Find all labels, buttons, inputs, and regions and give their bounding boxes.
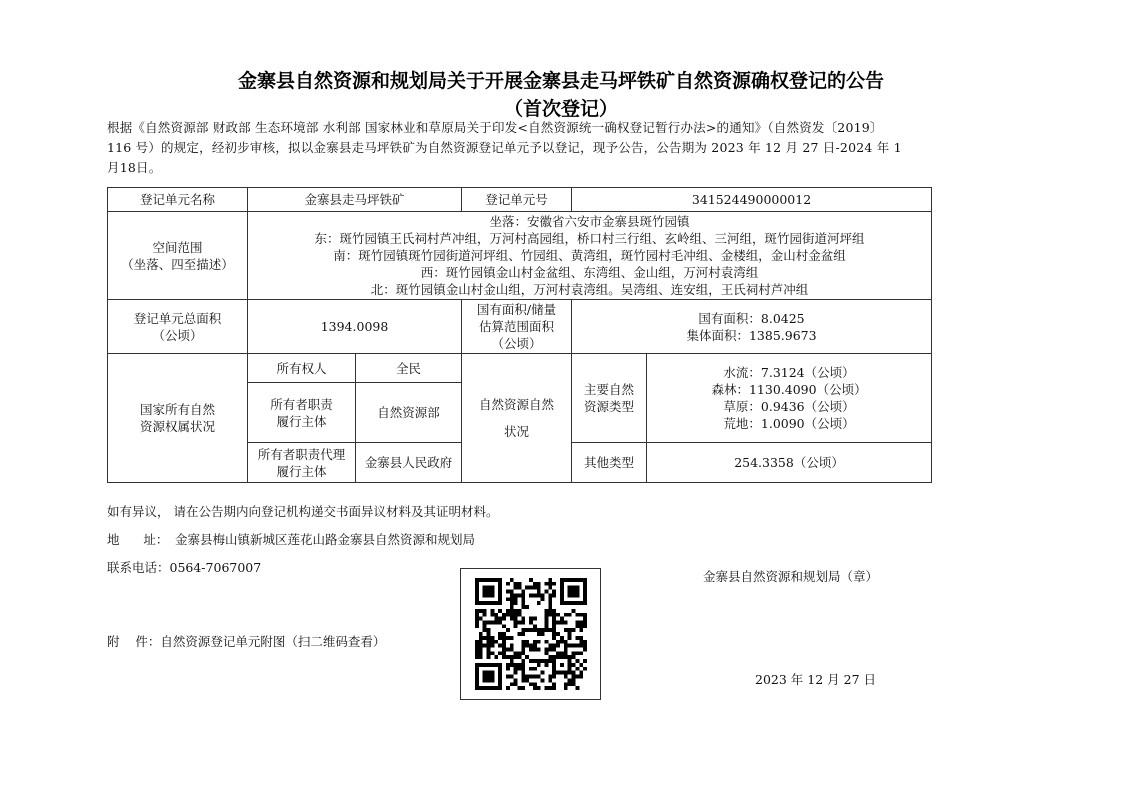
scope-south: 南：斑竹园镇斑竹园街道河坪组、竹园组、黄湾组，斑竹园村毛冲组、金楼组，金山村金盆组	[333, 248, 846, 263]
page-title: 金寨县自然资源和规划局关于开展金寨县走马坪铁矿自然资源确权登记的公告	[237, 70, 884, 92]
agent-subject-label-line: 履行主体	[276, 463, 327, 479]
nature-label-line: 状况	[504, 424, 530, 439]
unit-name-label: 登记单元名称	[108, 188, 248, 212]
collective-area-value: 集体面积：1385.9673	[686, 327, 817, 343]
total-area-value: 1394.0098	[248, 300, 462, 354]
scope-east: 东：斑竹园镇王氏祠村芦冲组，万河村高园组，桥口村三行组、玄岭组、三河组，斑竹园街道河坪组	[314, 231, 865, 246]
agent-subject-label	[248, 443, 356, 483]
table-row	[108, 354, 932, 383]
total-area-label-line: 登记单元总面积	[133, 310, 222, 326]
intro-paragraph	[107, 118, 947, 178]
scope-north: 北：斑竹园镇金山村金山组，万河村袁湾组。吴湾组、连安组，王氏祠村芦冲组	[370, 282, 809, 297]
main-type-label	[572, 354, 647, 443]
main-type-values	[647, 354, 932, 443]
table-row	[108, 300, 932, 354]
owner-label: 所有权人	[248, 354, 356, 383]
main-type-label-line: 资源类型	[584, 399, 635, 414]
duty-subject-label-line: 履行主体	[276, 413, 327, 429]
duty-subject-value: 自然资源部	[356, 383, 462, 443]
state-area-label	[462, 300, 572, 354]
wasteland-value: 荒地：1.0090（公顷）	[723, 416, 855, 431]
qr-code-frame	[460, 568, 601, 700]
water-value: 水流：7.3124（公顷）	[723, 365, 855, 380]
state-area-label-line: （公顷）	[491, 336, 542, 351]
contact-phone: 联系电话：0564-7067007	[107, 560, 262, 575]
page-subtitle: （首次登记）	[503, 98, 618, 120]
unit-no-label: 登记单元号	[462, 188, 572, 212]
area-values	[572, 300, 932, 354]
ownership-label	[108, 354, 248, 483]
registration-table	[107, 187, 932, 483]
table-row	[108, 212, 932, 300]
agent-subject-value: 金寨县人民政府	[356, 443, 462, 483]
duty-subject-label-line: 所有者职责	[270, 396, 333, 412]
issue-date: 2023 年 12 月 27 日	[755, 672, 876, 687]
ownership-label-line: 资源权属状况	[139, 419, 215, 434]
total-area-label-line: （公顷）	[152, 327, 203, 343]
nature-label-line: 自然资源自然	[479, 397, 555, 412]
qr-code-icon[interactable]	[475, 578, 587, 690]
address-label: 地 址：	[107, 532, 169, 547]
other-type-value: 254.3358（公顷）	[647, 443, 932, 483]
state-area-label-line: 估算范围面积	[479, 319, 555, 334]
table-row	[108, 188, 932, 212]
duty-subject-label	[248, 383, 356, 443]
scope-label	[108, 212, 248, 300]
objection-notice: 如有异议， 请在公告期内向登记机构递交书面异议材料及其证明材料。	[107, 504, 499, 519]
owner-value: 全民	[356, 354, 462, 383]
address-value: 金寨县梅山镇新城区莲花山路金寨县自然资源和规划局	[175, 532, 476, 547]
intro-line-3: 月18日。	[107, 160, 162, 175]
unit-name-value: 金寨县走马坪铁矿	[248, 188, 462, 212]
nature-label	[462, 354, 572, 483]
state-area-label-line: 国有面积/储量	[476, 302, 557, 317]
scope-label-line: 空间范围	[152, 239, 203, 255]
main-type-label-line: 主要自然	[584, 382, 635, 397]
total-area-label	[108, 300, 248, 354]
scope-description	[248, 212, 932, 300]
attachment-note: 附 件：自然资源登记单元附图（扫二维码查看）	[107, 634, 386, 649]
issuer-seal-text: 金寨县自然资源和规划局（章）	[703, 569, 879, 584]
state-area-value: 国有面积：8.0425	[698, 310, 805, 326]
intro-line-1: 根据《自然资源部 财政部 生态环境部 水利部 国家林业和草原局关于印发<自然资源统一确权登记暂行办法>的通知》（自然资发〔2019〕	[107, 120, 883, 135]
scope-label-line: （坐落、四至描述）	[121, 256, 234, 272]
other-type-label: 其他类型	[572, 443, 647, 483]
grassland-value: 草原：0.9436（公顷）	[723, 399, 855, 414]
scope-west: 西：斑竹园镇金山村金盆组、东湾组、金山组，万河村袁湾组	[420, 265, 759, 280]
scope-location: 坐落：安徽省六安市金寨县斑竹园镇	[489, 214, 690, 229]
unit-no-value: 341524490000012	[572, 188, 932, 212]
intro-line-2: 116 号）的规定，经初步审核，拟以金寨县走马坪铁矿为自然资源登记单元予以登记，现予公告，公告期为 2023 年 12 月 27 日-2024 年 1	[107, 140, 902, 155]
forest-value: 森林：1130.4090（公顷）	[711, 382, 867, 397]
ownership-label-line: 国家所有自然	[139, 402, 215, 417]
agent-subject-label-line: 所有者职责代理	[257, 446, 346, 462]
